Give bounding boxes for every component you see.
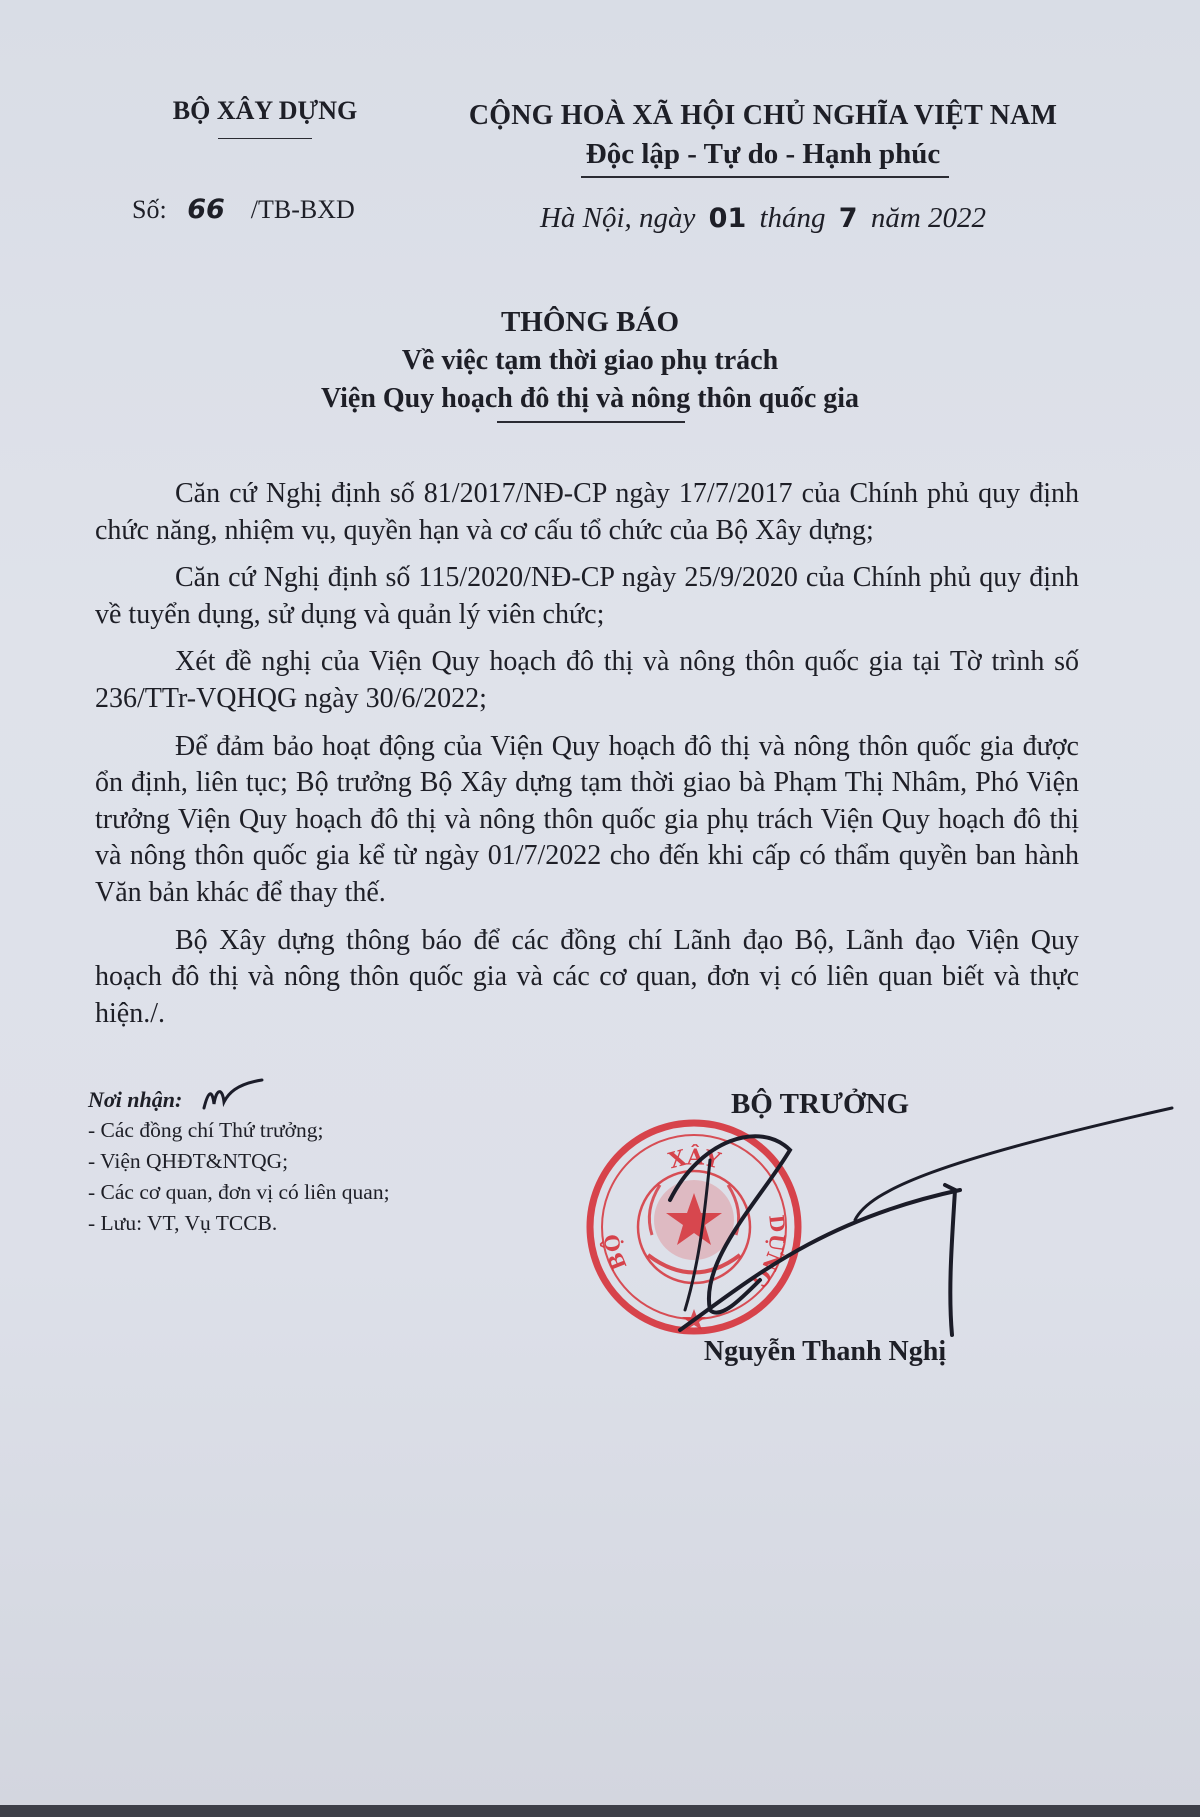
body-paragraph: Căn cứ Nghị định số 81/2017/NĐ-CP ngày 17/7/2017 của Chính phủ quy định chức năng, nhiệm vụ, quyền hạn và cơ cấu tổ chức của Bộ Xây dựng; [95, 478, 1079, 546]
date-month: 7 [838, 203, 858, 234]
seal-text-top: XÂY [665, 1144, 724, 1175]
notice-body [95, 476, 1079, 1043]
signer-name: Nguyễn Thanh Nghị [703, 1336, 947, 1367]
issuing-agency: BỘ XÂY DỰNG [172, 96, 358, 125]
seal-text-right: DỰNG [747, 1213, 790, 1293]
recipient-item: - Các cơ quan, đơn vị có liên quan; [88, 1180, 390, 1204]
issue-date [438, 202, 1088, 235]
body-paragraph: Để đảm bảo hoạt động của Viện Quy hoạch đô thị và nông thôn quốc gia được ổn định, liên tục; Bộ trưởng Bộ Xây dựng tạm thời giao bà Phạm Thị Nhâm, Phó Viện trưởng Viện Quy hoạch đô thị và nông thôn quốc gia phụ trách Viện Quy hoạch đô thị và nông thôn quốc gia kể từ ngày 01/7/2022 cho đến khi cấp có thẩm quyền ban hành Văn bản khác để thay thế. [95, 730, 1079, 908]
notice-title: THÔNG BÁO [500, 306, 680, 338]
national-motto: Độc lập - Tự do - Hạnh phúc [585, 138, 941, 170]
body-paragraph: Căn cứ Nghị định số 115/2020/NĐ-CP ngày 25/9/2020 của Chính phủ quy định về tuyển dụng, sử dụng và quản lý viên chức; [95, 562, 1079, 630]
seal-text-left: BỘ [599, 1232, 632, 1274]
title-underline [497, 421, 685, 423]
svg-text:BỘ [597, 1233, 631, 1274]
recipient-item: - Viện QHĐT&NTQG; [88, 1149, 289, 1173]
page-bottom-edge [0, 1805, 1200, 1817]
number-prefix: Số: [132, 195, 167, 224]
document-number [132, 194, 355, 225]
date-year: năm 2022 [870, 202, 987, 234]
handwritten-signature [640, 1080, 1180, 1380]
number-handwritten: 66 [187, 194, 225, 225]
national-title: CỘNG HOÀ XÃ HỘI CHỦ NGHĨA VIỆT NAM [468, 100, 1058, 131]
motto-underline [581, 176, 949, 178]
agency-underline [218, 138, 312, 139]
body-paragraph: Bộ Xây dựng thông báo để các đồng chí Lãnh đạo Bộ, Lãnh đạo Viện Quy hoạch đô thị và nông thôn quốc gia và các cơ quan, đơn vị có liên quan biết và thực hiện./. [95, 924, 1079, 1029]
number-suffix: /TB-BXD [250, 195, 355, 224]
recipients-heading: Nơi nhận: [88, 1087, 183, 1112]
notice-subtitle-line1: Về việc tạm thời giao phụ trách [401, 345, 779, 376]
date-day: 01 [708, 203, 747, 234]
recipient-item: - Lưu: VT, Vụ TCCB. [88, 1211, 278, 1235]
initials-scribble [200, 1078, 280, 1118]
body-paragraph: Xét đề nghị của Viện Quy hoạch đô thị và nông thôn quốc gia tại Tờ trình số 236/TTr-VQHQG ngày 30/6/2022; [95, 646, 1079, 714]
date-month-word: tháng [759, 202, 826, 234]
notice-subtitle-line2: Viện Quy hoạch đô thị và nông thôn quốc gia [320, 383, 860, 414]
date-prefix: Hà Nội, ngày [539, 202, 696, 234]
signer-title: BỘ TRƯỞNG [730, 1088, 910, 1120]
recipient-item: - Các đồng chí Thứ trưởng; [88, 1118, 324, 1142]
